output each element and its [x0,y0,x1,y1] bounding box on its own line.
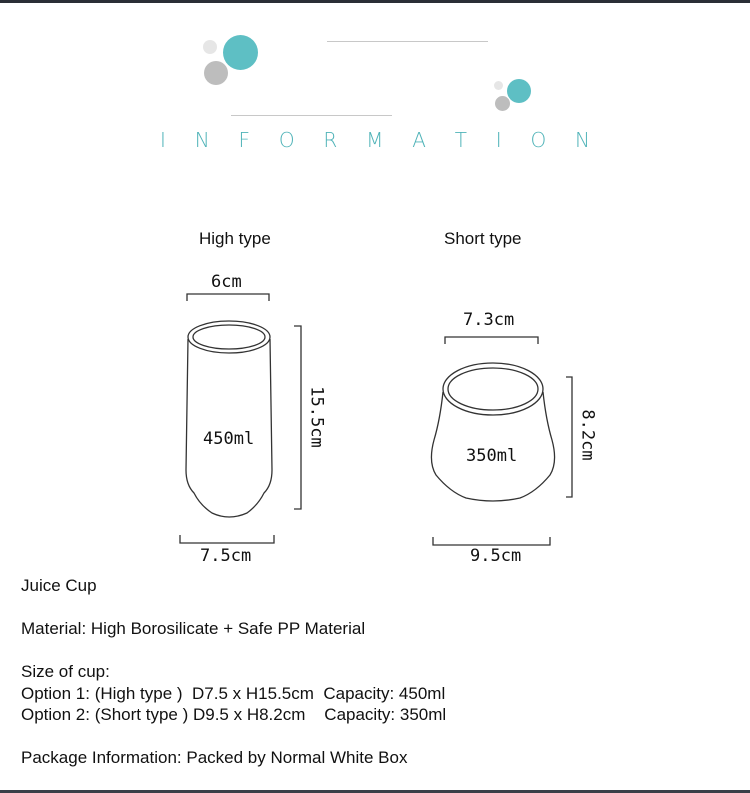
heading-letter: N [575,128,590,152]
product-description [21,575,446,769]
option-1-line: Option 1: (High type ) D7.5 x H15.5cm Capacity: 450ml [21,683,446,703]
heading-letter: M [366,128,384,152]
heading-letter: N [194,128,210,152]
heading-letter: R [323,128,338,152]
short-bottom-dim-line [433,537,550,545]
size-title: Size of cup: [21,662,110,681]
short-top-diameter: 7.3cm [463,310,515,330]
short-capacity: 350ml [466,446,518,466]
package-line: Package Information: Packed by Normal White Box [21,748,408,767]
high-type-title: High type [199,229,271,248]
heading-letter: O [278,128,295,152]
high-top-dim-line [187,294,269,301]
high-cup-outline [186,321,272,517]
material-line: Material: High Borosilicate + Safe PP Material [21,619,366,638]
high-top-diameter: 6cm [211,272,242,292]
heading-letter: O [530,128,547,152]
short-top-dim-line [445,337,538,344]
high-height-label: 15.5cm [306,386,327,448]
heading-letter: A [412,128,426,152]
option-2-line: Option 2: (Short type ) D9.5 x H8.2cm Capacity: 350ml [21,705,447,724]
high-bottom-dim-line [180,535,274,543]
high-bottom-diameter: 7.5cm [200,546,252,566]
short-type-title: Short type [444,229,522,248]
heading-letter: T [454,128,467,152]
short-cup-outline [431,363,554,501]
short-height-dim-line [566,377,572,497]
heading-letter: F [238,128,251,152]
short-bottom-diameter: 9.5cm [470,546,522,566]
heading-letter: I [160,128,166,152]
short-height-label: 8.2cm [577,409,598,461]
product-name: Juice Cup [21,576,97,595]
high-capacity: 450ml [203,429,255,449]
high-height-dim-line [294,326,301,509]
heading-letter: I [495,128,502,152]
